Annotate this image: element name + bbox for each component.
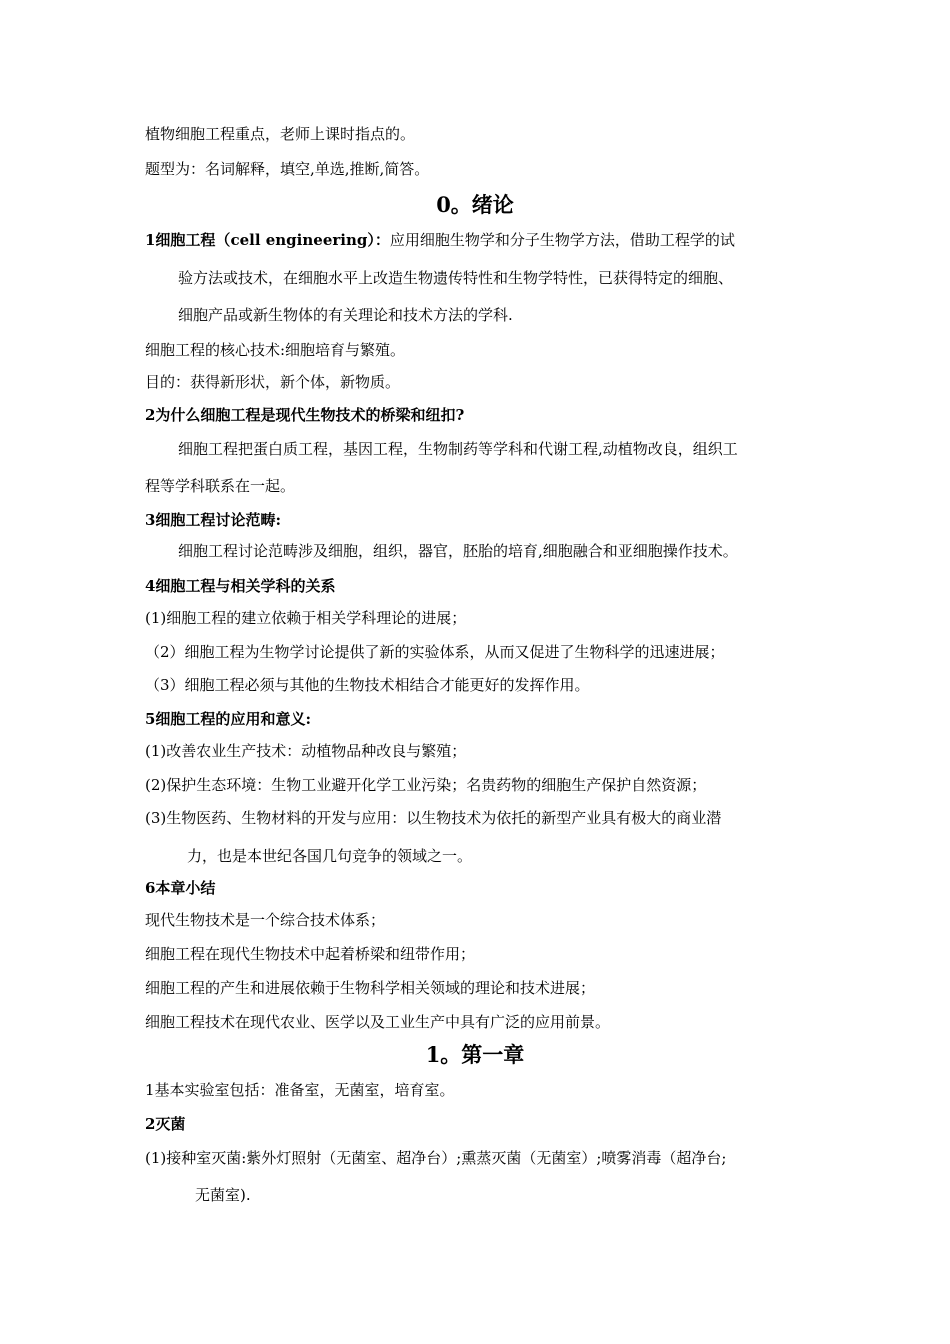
q5-item: (1)改善农业生产技术：动植物品种改良与繁殖； bbox=[145, 742, 467, 760]
lab-rooms: 1基本实验室包括：准备室，无菌室，培育室。 bbox=[145, 1081, 455, 1099]
summary-item: 细胞工程在现代生物技术中起着桥梁和纽带作用； bbox=[145, 945, 476, 963]
core-technology: 细胞工程的核心技术:细胞培育与繁殖。 bbox=[145, 341, 406, 359]
purpose: 目的：获得新形状，新个体，新物质。 bbox=[145, 373, 401, 391]
intro-line-2: 题型为：名词解释，填空,单选,推断,简答。 bbox=[145, 160, 430, 178]
q3-heading: 3细胞工程讨论范畴: bbox=[145, 511, 281, 529]
q4-heading: 4细胞工程与相关学科的关系 bbox=[145, 577, 336, 595]
q1-term: 1细胞工程（cell engineering）： bbox=[145, 231, 390, 249]
summary-item: 现代生物技术是一个综合技术体系； bbox=[145, 911, 386, 929]
sterilization-item: (1)接种室灭菌:紫外灯照射（无菌室、超净台）;熏蒸灭菌（无菌室）;喷雾消毒（超净台; bbox=[145, 1149, 727, 1167]
q1-line-1 bbox=[145, 230, 735, 250]
q4-item: （2）细胞工程为生物学讨论提供了新的实验体系，从而又促进了生物科学的迅速进展； bbox=[145, 643, 725, 661]
q6-heading: 6本章小结 bbox=[145, 879, 216, 897]
q3-answer: 细胞工程讨论范畴涉及细胞，组织，器官，胚胎的培育,细胞融合和亚细胞操作技术。 bbox=[178, 542, 738, 560]
q1-line-3: 细胞产品或新生物体的有关理论和技术方法的学科. bbox=[178, 306, 513, 324]
intro-line-1: 植物细胞工程重点，老师上课时指点的。 bbox=[145, 125, 416, 143]
q2-answer-line-1: 细胞工程把蛋白质工程，基因工程，生物制药等学科和代谢工程,动植物改良，组织工 bbox=[178, 440, 738, 458]
summary-item: 细胞工程技术在现代农业、医学以及工业生产中具有广泛的应用前景。 bbox=[145, 1013, 611, 1031]
q4-item: （3）细胞工程必须与其他的生物技术相结合才能更好的发挥作用。 bbox=[145, 676, 590, 694]
q4-item: (1)细胞工程的建立依赖于相关学科理论的进展； bbox=[145, 609, 467, 627]
q5-item: (3)生物医药、生物材料的开发与应用：以生物技术为依托的新型产业具有极大的商业潜 bbox=[145, 809, 722, 827]
q5-item-continuation: 力，也是本世纪各国几句竞争的领域之一。 bbox=[187, 847, 473, 865]
q1-line-2: 验方法或技术，在细胞水平上改造生物遗传特性和生物学特性，已获得特定的细胞、 bbox=[178, 269, 734, 287]
q1-definition-start: 应用细胞生物学和分子生物学方法，借助工程学的试 bbox=[389, 231, 735, 249]
summary-item: 细胞工程的产生和进展依赖于生物科学相关领域的理论和技术进展； bbox=[145, 979, 596, 997]
sterilization-heading: 2灭菌 bbox=[145, 1115, 186, 1133]
q5-heading: 5细胞工程的应用和意义: bbox=[145, 710, 311, 728]
q2-answer-line-2: 程等学科联系在一起。 bbox=[145, 477, 296, 495]
q5-item: (2)保护生态环境：生物工业避开化学工业污染；名贵药物的细胞生产保护自然资源； bbox=[145, 776, 707, 794]
sterilization-item-continuation: 无菌室). bbox=[195, 1186, 251, 1204]
section-1-title: 1。第一章 bbox=[425, 1042, 525, 1067]
q2-heading: 2为什么细胞工程是现代生物技术的桥梁和纽扣? bbox=[145, 406, 465, 424]
section-0-title: 0。绪论 bbox=[436, 192, 514, 217]
